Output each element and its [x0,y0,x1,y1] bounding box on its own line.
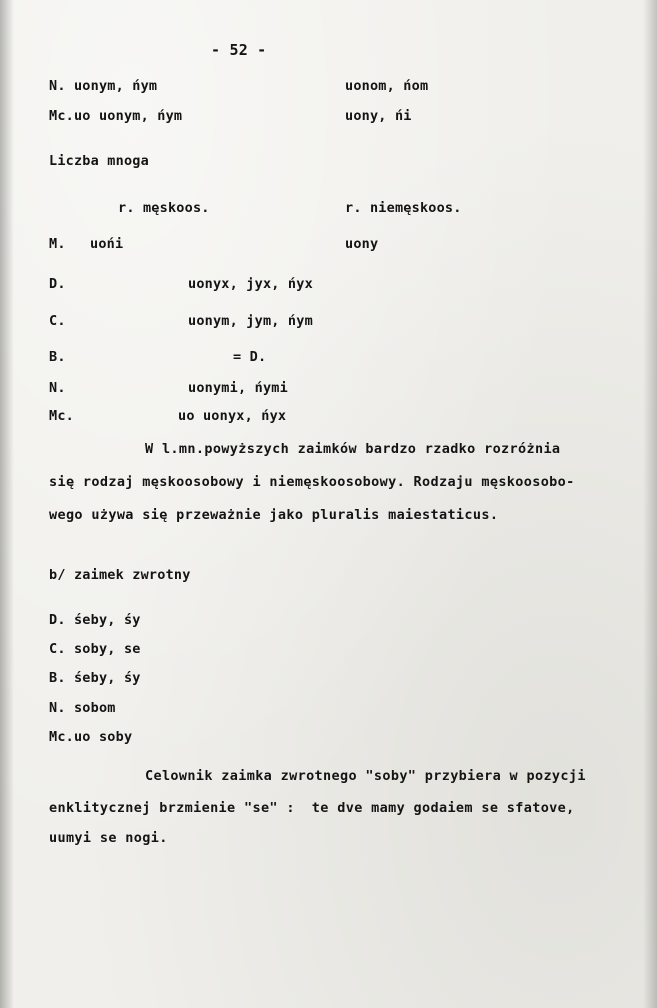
plural-mc-forms: uo uonyx, ńyx [178,408,287,424]
paragraph1-line1: W l.mn.powyższych zaimków bardzo rzadko rozróżnia [145,441,561,457]
reflexive-heading: b/ zaimek zwrotny [49,567,191,583]
reflexive-row-c: C. soby, se [49,641,141,657]
page-number: - 52 - [211,41,267,59]
singular-row-n-right: uonom, ńom [345,78,429,94]
column-masculine-personal: r. męskoos. [118,200,210,216]
plural-m-non-masculine: uony [345,236,379,252]
plural-d-forms: uonyx, jyx, ńyx [188,276,313,292]
plural-m-masculine: uońi [90,236,124,252]
plural-case-d: D. [49,276,66,292]
plural-case-n: N. [49,380,66,396]
paragraph2-line1: Celownik zaimka zwrotnego "soby" przybiera w pozycji [145,768,586,784]
column-non-masculine-personal: r. niemęskoos. [345,200,462,216]
scan-edge-right [643,0,657,1008]
plural-case-m: M. [49,236,66,252]
paragraph1-line2: się rodzaj męskoosobowy i niemęskoosobowy. Rodzaju męskoosobo- [49,474,575,490]
plural-case-c: C. [49,313,66,329]
singular-row-mc-right: uony, ńi [345,108,412,124]
singular-row-mc-left: Mc.uo uonym, ńym [49,108,183,124]
plural-n-forms: uonymi, ńymi [188,380,288,396]
plural-b-forms: = D. [233,349,267,365]
reflexive-row-b: B. śeby, śy [49,670,141,686]
reflexive-row-d: D. śeby, śy [49,612,141,628]
reflexive-row-n: N. sobom [49,700,116,716]
plural-c-forms: uonym, jym, ńym [188,313,313,329]
plural-heading: Liczba mnoga [49,153,149,169]
plural-case-mc: Mc. [49,408,74,424]
paragraph2-line3: uumyi se nogi. [49,830,168,846]
paragraph1-line3: wego używa się przeważnie jako pluralis maiestaticus. [49,507,499,523]
plural-case-b: B. [49,349,66,365]
scan-edge-left [0,0,14,1008]
singular-row-n-left: N. uonym, ńym [49,78,158,94]
reflexive-row-mc: Mc.uo soby [49,729,133,745]
paragraph2-line2: enklitycznej brzmienie "se" : te dve mamy godaiem se sfatove, [49,800,575,816]
